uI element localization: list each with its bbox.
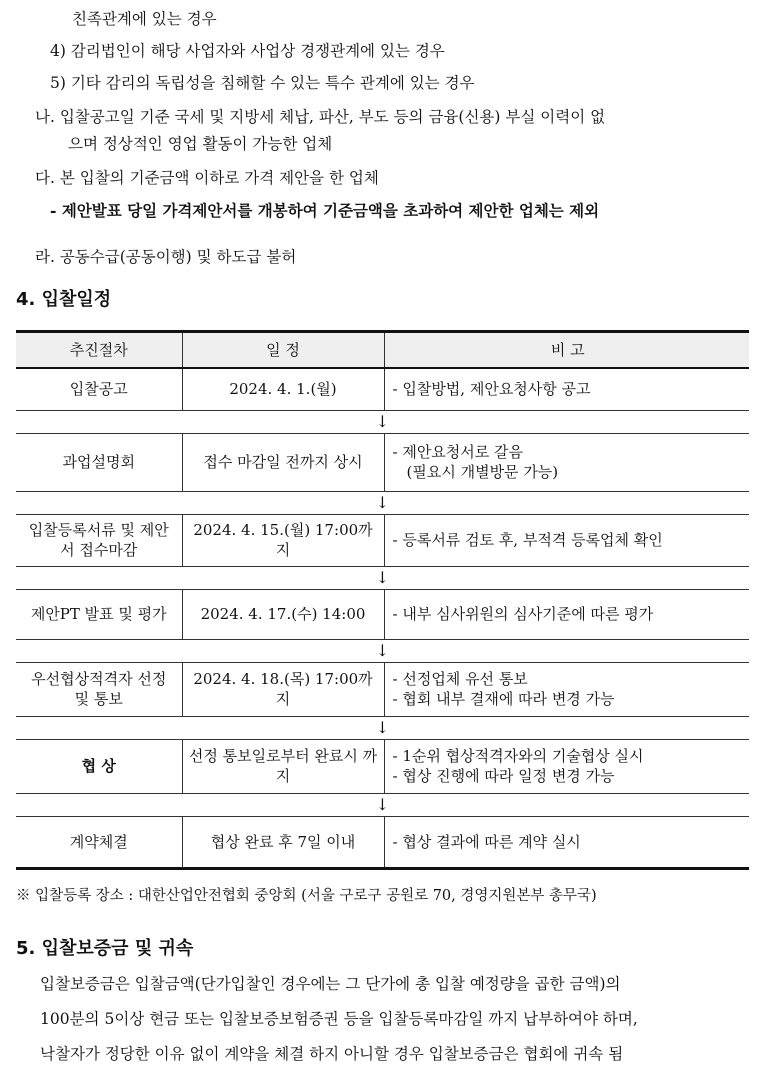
section-5-title: 5. 입찰보증금 및 귀속 — [16, 938, 194, 959]
down-arrow-icon: ↓ — [16, 716, 749, 739]
down-arrow-icon: ↓ — [16, 410, 749, 433]
step-cell: 우선협상적격자 선정 및 통보 — [16, 662, 182, 716]
note-line: - 제안요청서로 갈음 — [392, 443, 524, 461]
clause-da: 다. 본 입찰의 기준금액 이하로 가격 제안을 한 업체 — [35, 169, 379, 187]
schedule-footnote: ※ 입찰등록 장소 : 대한산업안전협회 중앙회 (서울 구로구 공원로 70, 경영지원본부 총무국) — [16, 888, 597, 904]
section-5-line3: 낙찰자가 정당한 이유 없이 계약을 체결 하지 아니할 경우 입찰보증금은 협회에 귀속 됨 — [40, 1045, 624, 1063]
note-line: - 선정업체 유선 통보 — [392, 670, 528, 688]
date-cell: 2024. 4. 1.(월) — [182, 368, 384, 410]
schedule-row — [16, 589, 749, 639]
schedule-row — [16, 662, 749, 716]
section-4-title: 4. 입찰일정 — [16, 289, 112, 310]
date-cell: 접수 마감일 전까지 상시 — [182, 433, 384, 491]
note-line: - 내부 심사위원의 심사기준에 따른 평가 — [392, 605, 654, 623]
schedule-row — [16, 433, 749, 491]
intro-item-5: 5) 기타 감리의 독립성을 침해할 수 있는 특수 관계에 있는 경우 — [50, 74, 475, 92]
step-cell: 협 상 — [16, 739, 182, 793]
notes-cell — [384, 816, 749, 868]
clause-da-note: - 제안발표 당일 가격제안서를 개봉하여 기준금액을 초과하여 제안한 업체는 제외 — [50, 201, 600, 220]
date-cell: 2024. 4. 17.(수) 14:00 — [182, 589, 384, 639]
schedule-row — [16, 368, 749, 410]
header-step: 추진절차 — [16, 332, 182, 369]
note-line: - 협상 결과에 따른 계약 실시 — [392, 832, 581, 851]
clause-na-line2: 으며 정상적인 영업 활동이 가능한 업체 — [68, 135, 333, 153]
notes-cell — [384, 739, 749, 793]
date-cell: 2024. 4. 15.(월) 17:00까지 — [182, 514, 384, 566]
step-cell: 과업설명회 — [16, 433, 182, 491]
down-arrow-icon: ↓ — [16, 793, 749, 816]
notes-cell — [384, 433, 749, 491]
notes-cell — [384, 368, 749, 410]
schedule-header-row — [16, 332, 749, 369]
notes-cell — [384, 514, 749, 566]
note-line: (필요시 개별방문 가능) — [406, 463, 559, 481]
section-5-line2: 100분의 5이상 현금 또는 입찰보증보험증권 등을 입찰등록마감일 까지 납부하여야 하며, — [40, 1010, 638, 1028]
date-cell: 2024. 4. 18.(목) 17:00까지 — [182, 662, 384, 716]
date-cell: 선정 통보일로부터 완료시 까지 — [182, 739, 384, 793]
notes-cell — [384, 662, 749, 716]
note-line: - 협회 내부 결재에 따라 변경 가능 — [392, 690, 615, 708]
intro-continuation: 친족관계에 있는 경우 — [72, 10, 217, 28]
clause-na-line1: 나. 입찰공고일 기준 국세 및 지방세 체납, 파산, 부도 등의 금융(신용) 부실 이력이 없 — [35, 108, 606, 126]
step-cell: 입찰등록서류 및 제안서 접수마감 — [16, 514, 182, 566]
note-line: - 1순위 협상적격자와의 기술협상 실시 — [392, 747, 644, 765]
note-line: - 입찰방법, 제안요청사항 공고 — [392, 380, 591, 399]
notes-cell — [384, 589, 749, 639]
step-cell: 계약체결 — [16, 816, 182, 868]
intro-item-4: 4) 감리법인이 해당 사업자와 사업상 경쟁관계에 있는 경우 — [50, 42, 445, 60]
down-arrow-icon: ↓ — [16, 491, 749, 514]
schedule-row — [16, 514, 749, 566]
note-line: - 협상 진행에 따라 일정 변경 가능 — [392, 767, 615, 785]
step-cell: 입찰공고 — [16, 368, 182, 410]
schedule-row — [16, 739, 749, 793]
schedule-row — [16, 816, 749, 868]
step-cell: 제안PT 발표 및 평가 — [16, 589, 182, 639]
clause-ra: 라. 공동수급(공동이행) 및 하도급 불허 — [35, 248, 297, 266]
section-5-line1: 입찰보증금은 입찰금액(단가입찰인 경우에는 그 단가에 총 입찰 예정량을 곱한 금액)의 — [40, 975, 621, 993]
down-arrow-icon: ↓ — [16, 639, 749, 662]
header-notes: 비 고 — [384, 332, 749, 369]
date-cell: 협상 완료 후 7일 이내 — [182, 816, 384, 868]
schedule-table — [16, 330, 749, 870]
note-line: - 등록서류 검토 후, 부적격 등록업체 확인 — [392, 531, 663, 549]
header-date: 일 정 — [182, 332, 384, 369]
down-arrow-icon: ↓ — [16, 566, 749, 589]
